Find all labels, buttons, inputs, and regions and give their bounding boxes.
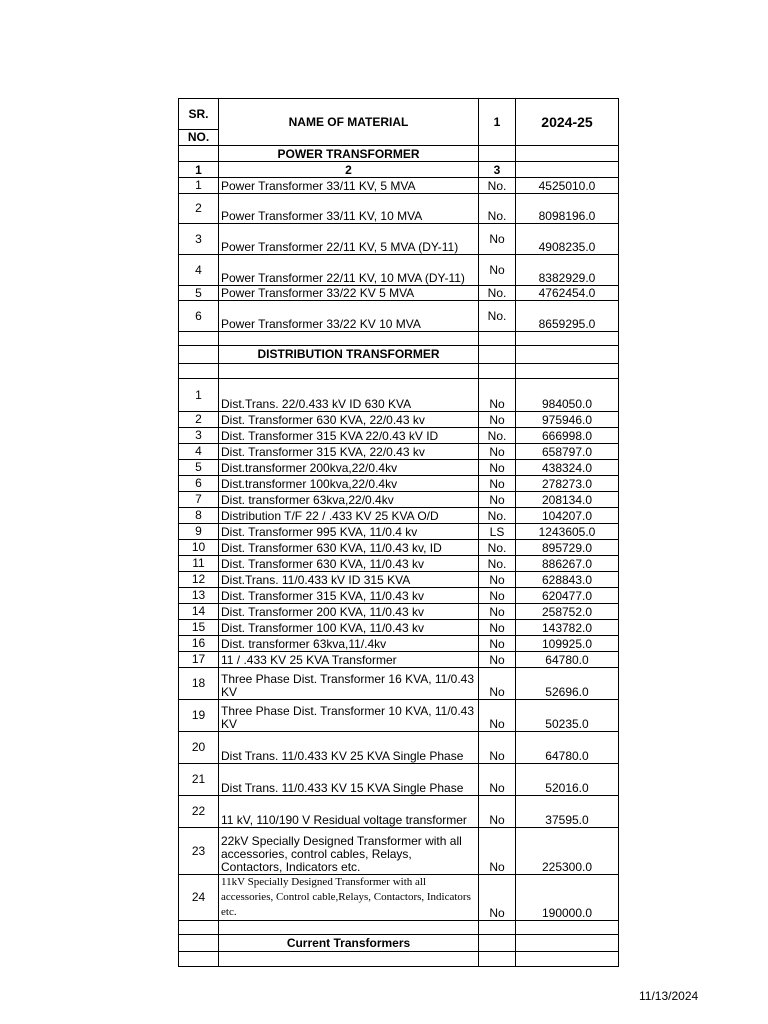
column-number-1: 1 bbox=[179, 162, 219, 178]
rate-cell: 143782.0 bbox=[516, 620, 619, 636]
sr-cell: 4 bbox=[179, 255, 219, 286]
rate-cell: 109925.0 bbox=[516, 636, 619, 652]
sr-cell: 24 bbox=[179, 875, 219, 921]
material-name-cell: Power Transformer 33/22 KV 10 MVA bbox=[219, 301, 479, 332]
sr-cell: 3 bbox=[179, 428, 219, 444]
sr-cell: 22 bbox=[179, 796, 219, 828]
sr-cell: 6 bbox=[179, 301, 219, 332]
sr-cell: 13 bbox=[179, 588, 219, 604]
material-name-cell: Distribution T/F 22 / .433 KV 25 KVA O/D bbox=[219, 508, 479, 524]
material-name-cell: 11 kV, 110/190 V Residual voltage transformer bbox=[219, 796, 479, 828]
table-row bbox=[179, 700, 619, 732]
material-name-cell: 22kV Specially Designed Transformer with all accessories, control cables, Relays, Contactors, Indicators etc. bbox=[219, 828, 479, 875]
unit-cell: No bbox=[479, 224, 516, 255]
rate-cell: 8098196.0 bbox=[516, 194, 619, 224]
sr-cell: 15 bbox=[179, 620, 219, 636]
sr-cell: 2 bbox=[179, 412, 219, 428]
table-row bbox=[179, 286, 619, 301]
material-name-cell: Dist.transformer 200kva,22/0.4kv bbox=[219, 460, 479, 476]
material-name-cell: Dist.transformer 100kva,22/0.4kv bbox=[219, 476, 479, 492]
material-name-cell: Power Transformer 33/11 KV, 10 MVA bbox=[219, 194, 479, 224]
table-row bbox=[179, 178, 619, 194]
table-row bbox=[179, 732, 619, 764]
rate-cell: 4762454.0 bbox=[516, 286, 619, 301]
sr-cell: 3 bbox=[179, 224, 219, 255]
unit-cell: No bbox=[479, 255, 516, 286]
rate-cell: 438324.0 bbox=[516, 460, 619, 476]
unit-cell: No bbox=[479, 668, 516, 700]
sr-cell: 16 bbox=[179, 636, 219, 652]
material-name-cell: Dist. transformer 63kva,22/0.4kv bbox=[219, 492, 479, 508]
column-number-3: 3 bbox=[479, 162, 516, 178]
table-row bbox=[179, 764, 619, 796]
rate-cell: 208134.0 bbox=[516, 492, 619, 508]
table-row bbox=[179, 194, 619, 224]
table-row bbox=[179, 620, 619, 636]
rate-cell: 64780.0 bbox=[516, 732, 619, 764]
rate-cell: 4908235.0 bbox=[516, 224, 619, 255]
table-row bbox=[179, 255, 619, 286]
material-name-cell: Dist Trans. 11/0.433 KV 15 KVA Single Phase bbox=[219, 764, 479, 796]
table-row bbox=[179, 556, 619, 572]
unit-cell: No bbox=[479, 700, 516, 732]
sr-cell: 19 bbox=[179, 700, 219, 732]
rate-cell: 8382929.0 bbox=[516, 255, 619, 286]
year-header: 2024-25 bbox=[516, 99, 619, 146]
table-row bbox=[179, 636, 619, 652]
unit-cell: No bbox=[479, 828, 516, 875]
rate-cell: 1243605.0 bbox=[516, 524, 619, 540]
unit-cell: No bbox=[479, 604, 516, 620]
rate-cell: 52016.0 bbox=[516, 764, 619, 796]
sr-cell: 5 bbox=[179, 460, 219, 476]
table-row bbox=[179, 224, 619, 255]
unit-cell: No bbox=[479, 476, 516, 492]
unit-cell: No. bbox=[479, 428, 516, 444]
rate-cell: 975946.0 bbox=[516, 412, 619, 428]
table-row bbox=[179, 524, 619, 540]
table-row bbox=[179, 492, 619, 508]
section-title-distribution-transformer: DISTRIBUTION TRANSFORMER bbox=[219, 346, 479, 364]
material-name-cell: 11 / .433 KV 25 KVA Transformer bbox=[219, 652, 479, 668]
table-row bbox=[179, 652, 619, 668]
table-row bbox=[179, 604, 619, 620]
material-name-cell: Dist.Trans. 11/0.433 kV ID 315 KVA bbox=[219, 572, 479, 588]
material-name-cell: Dist. Transformer 315 KVA 22/0.43 kV ID bbox=[219, 428, 479, 444]
sr-cell: 23 bbox=[179, 828, 219, 875]
sr-cell: 9 bbox=[179, 524, 219, 540]
sr-cell: 8 bbox=[179, 508, 219, 524]
sr-cell: 12 bbox=[179, 572, 219, 588]
table-row bbox=[179, 875, 619, 921]
column-number-2: 2 bbox=[219, 162, 479, 178]
sr-cell: 10 bbox=[179, 540, 219, 556]
section-title-current-transformers: Current Transformers bbox=[219, 935, 479, 952]
table-row bbox=[179, 588, 619, 604]
rate-cell: 658797.0 bbox=[516, 444, 619, 460]
unit-cell: No. bbox=[479, 556, 516, 572]
unit-cell: No bbox=[479, 732, 516, 764]
sr-cell: 14 bbox=[179, 604, 219, 620]
rate-cell: 666998.0 bbox=[516, 428, 619, 444]
sr-cell: 17 bbox=[179, 652, 219, 668]
sr-cell: 2 bbox=[179, 194, 219, 224]
material-name-cell: Dist. Transformer 315 KVA, 11/0.43 kv bbox=[219, 588, 479, 604]
table-row bbox=[179, 476, 619, 492]
material-name-cell: Power Transformer 33/22 KV 5 MVA bbox=[219, 286, 479, 301]
material-name-cell: Dist. transformer 63kva,11/.4kv bbox=[219, 636, 479, 652]
unit-cell: No bbox=[479, 620, 516, 636]
table-row bbox=[179, 572, 619, 588]
table-row bbox=[179, 668, 619, 700]
material-name-cell: Dist. Transformer 630 KVA, 22/0.43 kv bbox=[219, 412, 479, 428]
unit-cell: No bbox=[479, 492, 516, 508]
rate-cell: 984050.0 bbox=[516, 379, 619, 412]
unit-cell: No bbox=[479, 588, 516, 604]
material-name-cell: Three Phase Dist. Transformer 10 KVA, 11/0.43 KV bbox=[219, 700, 479, 732]
material-name-cell: Power Transformer 33/11 KV, 5 MVA bbox=[219, 178, 479, 194]
sr-cell: 18 bbox=[179, 668, 219, 700]
unit-cell: No bbox=[479, 652, 516, 668]
unit-column-header: 1 bbox=[479, 99, 516, 146]
unit-cell: No. bbox=[479, 286, 516, 301]
table-row bbox=[179, 444, 619, 460]
rate-cell: 225300.0 bbox=[516, 828, 619, 875]
unit-cell: No. bbox=[479, 508, 516, 524]
unit-cell: No bbox=[479, 875, 516, 921]
material-rate-table bbox=[178, 98, 619, 967]
table-row bbox=[179, 301, 619, 332]
rate-cell: 886267.0 bbox=[516, 556, 619, 572]
unit-cell: No bbox=[479, 412, 516, 428]
table-row bbox=[179, 828, 619, 875]
unit-cell: No bbox=[479, 796, 516, 828]
sr-cell: 1 bbox=[179, 379, 219, 412]
material-name-cell: Dist.Trans. 22/0.433 kV ID 630 KVA bbox=[219, 379, 479, 412]
unit-cell: No bbox=[479, 460, 516, 476]
sr-cell: 1 bbox=[179, 178, 219, 194]
unit-cell: No bbox=[479, 636, 516, 652]
table-row bbox=[179, 540, 619, 556]
sr-cell: 20 bbox=[179, 732, 219, 764]
rate-cell: 52696.0 bbox=[516, 668, 619, 700]
material-name-cell: Dist. Transformer 100 KVA, 11/0.43 kv bbox=[219, 620, 479, 636]
sr-cell: 21 bbox=[179, 764, 219, 796]
unit-cell: No bbox=[479, 572, 516, 588]
rate-cell: 278273.0 bbox=[516, 476, 619, 492]
unit-cell: No bbox=[479, 444, 516, 460]
sr-cell: 11 bbox=[179, 556, 219, 572]
unit-cell: No. bbox=[479, 178, 516, 194]
table-row bbox=[179, 379, 619, 412]
table-row bbox=[179, 460, 619, 476]
unit-cell: No. bbox=[479, 301, 516, 332]
unit-cell: No bbox=[479, 379, 516, 412]
sr-header-top: SR. bbox=[179, 99, 219, 130]
sr-cell: 4 bbox=[179, 444, 219, 460]
rate-cell: 628843.0 bbox=[516, 572, 619, 588]
rate-cell: 64780.0 bbox=[516, 652, 619, 668]
unit-cell: No. bbox=[479, 194, 516, 224]
material-name-cell: Dist. Transformer 995 KVA, 11/0.4 kv bbox=[219, 524, 479, 540]
rate-cell: 104207.0 bbox=[516, 508, 619, 524]
sr-cell: 6 bbox=[179, 476, 219, 492]
print-date: 11/13/2024 bbox=[639, 989, 699, 1003]
material-name-cell: Dist. Transformer 630 KVA, 11/0.43 kv, ID bbox=[219, 540, 479, 556]
material-name-cell: Dist. Transformer 315 KVA, 22/0.43 kv bbox=[219, 444, 479, 460]
material-name-cell: Dist. Transformer 630 KVA, 11/0.43 kv bbox=[219, 556, 479, 572]
unit-cell: No. bbox=[479, 540, 516, 556]
unit-cell: No bbox=[479, 764, 516, 796]
unit-cell: LS bbox=[479, 524, 516, 540]
rate-cell: 37595.0 bbox=[516, 796, 619, 828]
table-row bbox=[179, 412, 619, 428]
name-of-material-header: NAME OF MATERIAL bbox=[219, 99, 479, 146]
rate-cell: 895729.0 bbox=[516, 540, 619, 556]
material-name-cell: Power Transformer 22/11 KV, 10 MVA (DY-11) bbox=[219, 255, 479, 286]
table-row bbox=[179, 508, 619, 524]
table-row bbox=[179, 428, 619, 444]
rate-cell: 50235.0 bbox=[516, 700, 619, 732]
rate-cell: 8659295.0 bbox=[516, 301, 619, 332]
section-title-power-transformer: POWER TRANSFORMER bbox=[219, 146, 479, 162]
table-row bbox=[179, 796, 619, 828]
sr-cell: 7 bbox=[179, 492, 219, 508]
rate-cell: 4525010.0 bbox=[516, 178, 619, 194]
material-name-cell: 11kV Specially Designed Transformer with all accessories, Control cable,Relays, Contactors, Indicators etc. bbox=[219, 875, 479, 921]
material-name-cell: Dist Trans. 11/0.433 KV 25 KVA Single Phase bbox=[219, 732, 479, 764]
material-name-cell: Dist. Transformer 200 KVA, 11/0.43 kv bbox=[219, 604, 479, 620]
sr-cell: 5 bbox=[179, 286, 219, 301]
sr-header-bottom: NO. bbox=[179, 130, 219, 146]
rate-cell: 620477.0 bbox=[516, 588, 619, 604]
rate-cell: 258752.0 bbox=[516, 604, 619, 620]
rate-cell: 190000.0 bbox=[516, 875, 619, 921]
material-name-cell: Power Transformer 22/11 KV, 5 MVA (DY-11) bbox=[219, 224, 479, 255]
material-name-cell: Three Phase Dist. Transformer 16 KVA, 11/0.43 KV bbox=[219, 668, 479, 700]
